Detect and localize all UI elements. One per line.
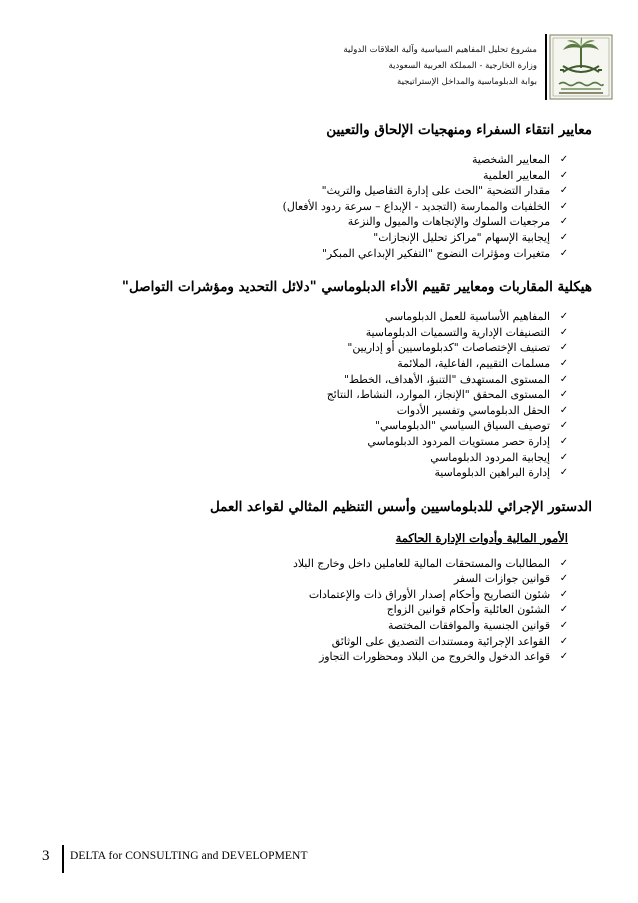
list-item-text: مسلمات التقييم، الفاعلية، الملائمة: [397, 356, 550, 370]
checkmark-icon: ✓: [559, 557, 569, 569]
list-item: [40, 246, 572, 262]
list-item-text: المعايير الشخصية: [472, 153, 550, 166]
checkmark-icon: ✓: [559, 420, 569, 432]
list-item: [40, 618, 572, 634]
list-item-text: مرجعيات السلوك والإتجاهات والميول والنزعة: [347, 215, 550, 229]
list-item-text: القواعد الإجرائية ومستندات التصديق على الوثائق: [331, 634, 550, 648]
checkmark-icon: ✓: [559, 651, 569, 663]
list-item-text: إدارة البراهين الدبلوماسية: [434, 466, 550, 480]
list-item: [40, 434, 572, 450]
subsection-title-financial-affairs: الأمور المالية وأدوات الإدارة الحاكمة: [395, 530, 568, 545]
list-item-text: المفاهيم الأساسية للعمل الدبلوماسي: [384, 310, 550, 324]
list-item: [40, 152, 572, 168]
checkmark-icon: ✓: [559, 154, 569, 165]
checkmark-icon: ✓: [559, 200, 569, 212]
checkmark-icon: ✓: [559, 247, 569, 259]
saudi-emblem-logo: [549, 34, 613, 100]
checkmark-icon: ✓: [559, 573, 569, 585]
list-item-text: قوانين جوازات السفر: [453, 572, 550, 586]
list-item: [40, 199, 572, 215]
checkmark-icon: ✓: [559, 216, 569, 228]
checkmark-icon: ✓: [559, 231, 569, 243]
list-item: [40, 403, 572, 419]
checkmark-icon: ✓: [559, 404, 569, 416]
list-item: [40, 571, 572, 587]
list-item-text: الشئون العائلية وأحكام قوانين الزواج: [386, 603, 550, 617]
list-item: [40, 465, 572, 481]
list-item-text: المستوى المستهدف "التنبؤ، الأهداف، الخطط": [343, 372, 550, 386]
list-item: [40, 356, 572, 372]
list-item: [40, 587, 572, 603]
checkmark-icon: ✓: [559, 451, 569, 463]
checkmark-icon: ✓: [559, 588, 569, 600]
list-item-text: إيجابية المردود الدبلوماسي: [430, 450, 550, 464]
list-item: [40, 168, 572, 184]
list-item-text: توصيف السياق السياسي "الدبلوماسي": [374, 419, 550, 433]
list-item: [40, 309, 572, 325]
page-number: 3: [42, 848, 50, 864]
header-line-project: مشروع تحليل المفاهيم السياسية وآلية العلاقات الدولية: [343, 45, 537, 55]
list-item: [40, 183, 572, 199]
page-header: [343, 34, 613, 104]
checkmark-icon: ✓: [559, 311, 569, 323]
list-item-text: شئون التصاريح وأحكام إصدار الأوراق ذات والإعتمادات: [308, 587, 550, 601]
checkmark-icon: ✓: [559, 357, 569, 369]
checkmark-icon: ✓: [559, 467, 569, 479]
list-item: [40, 214, 572, 230]
checkmark-icon: ✓: [559, 604, 569, 616]
checkmark-icon: ✓: [559, 169, 569, 181]
section-spacer: [40, 481, 598, 497]
list-item: [40, 372, 572, 388]
header-line-portal: بوابة الدبلوماسية والمداخل الإستراتيجية: [396, 77, 537, 87]
header-text-block: [337, 42, 537, 90]
footer-divider: [62, 845, 64, 873]
financial-affairs-list: [40, 556, 598, 665]
checkmark-icon: ✓: [559, 620, 569, 632]
list-item-text: إدارة حصر مستويات المردود الدبلوماسي: [367, 434, 550, 448]
list-item-text: مقدار التضحية "الحث على إدارة التفاصيل والتريث": [321, 184, 550, 198]
list-item-text: إيجابية الإسهام "مراكز تحليل الإنجازات": [373, 230, 550, 244]
checkmark-icon: ✓: [559, 373, 569, 385]
footer-company-name: DELTA for CONSULTING and DEVELOPMENT: [70, 850, 308, 862]
list-item-text: المستوى المحقق "الإنجاز، الموارد، النشاط، النتائج: [326, 388, 550, 402]
checkmark-icon: ✓: [559, 635, 569, 647]
performance-evaluation-list: [40, 309, 598, 481]
list-item: [40, 634, 572, 650]
list-item-text: قواعد الدخول والخروج من البلاد ومحظورات التجاوز: [319, 650, 550, 664]
list-item: [40, 649, 572, 665]
list-item-text: متغيرات ومؤثرات النضوج "التفكير الإبداعي المبكر": [321, 246, 550, 260]
list-item: [40, 450, 572, 466]
list-item: [40, 602, 572, 618]
checkmark-icon: ✓: [559, 389, 569, 401]
list-item: [40, 556, 572, 572]
list-item-text: الحقل الدبلوماسي وتفسير الأدوات: [396, 403, 550, 417]
page-content: [40, 120, 598, 665]
list-item-text: المعايير العلمية: [482, 168, 550, 182]
section-spacer: [40, 261, 598, 277]
list-item-text: التصنيفات الإدارية والتسميات الدبلوماسية: [365, 325, 550, 339]
list-item-text: قوانين الجنسية والموافقات المختصة: [387, 619, 550, 633]
list-item-text: تصنيف الإختصاصات "كدبلوماسيين أو إداريين": [347, 341, 550, 355]
ambassador-criteria-list: [40, 152, 598, 261]
section-title-ambassador-selection: معايير انتقاء السفراء ومنهجيات الإلحاق والتعيين: [326, 122, 592, 138]
list-item-text: المطالبات والمستحقات المالية للعاملين داخل وخارج البلاد: [293, 556, 550, 570]
checkmark-icon: ✓: [559, 342, 569, 354]
list-item: [40, 230, 572, 246]
section-title-procedural-constitution: الدستور الإجرائي للدبلوماسيين وأسس التنظيم المثالي لقواعد العمل: [209, 498, 592, 515]
page-footer: [40, 845, 598, 873]
checkmark-icon: ✓: [559, 435, 569, 447]
section-title-performance-evaluation: هيكلية المقاربات ومعايير تقييم الأداء الدبلوماسي "دلائل التحديد ومؤشرات التواصل": [121, 279, 592, 296]
header-divider: [545, 34, 547, 100]
header-line-ministry: وزارة الخارجية - المملكة العربية السعودية: [388, 61, 537, 71]
list-item: [40, 325, 572, 341]
list-item-text: الخلفيات والممارسة (التجديد - الإبداع – سرعة ردود الأفعال): [282, 199, 550, 213]
list-item: [40, 387, 572, 403]
list-item: [40, 340, 572, 356]
checkmark-icon: ✓: [559, 185, 569, 197]
list-item: [40, 418, 572, 434]
checkmark-icon: ✓: [559, 326, 569, 338]
